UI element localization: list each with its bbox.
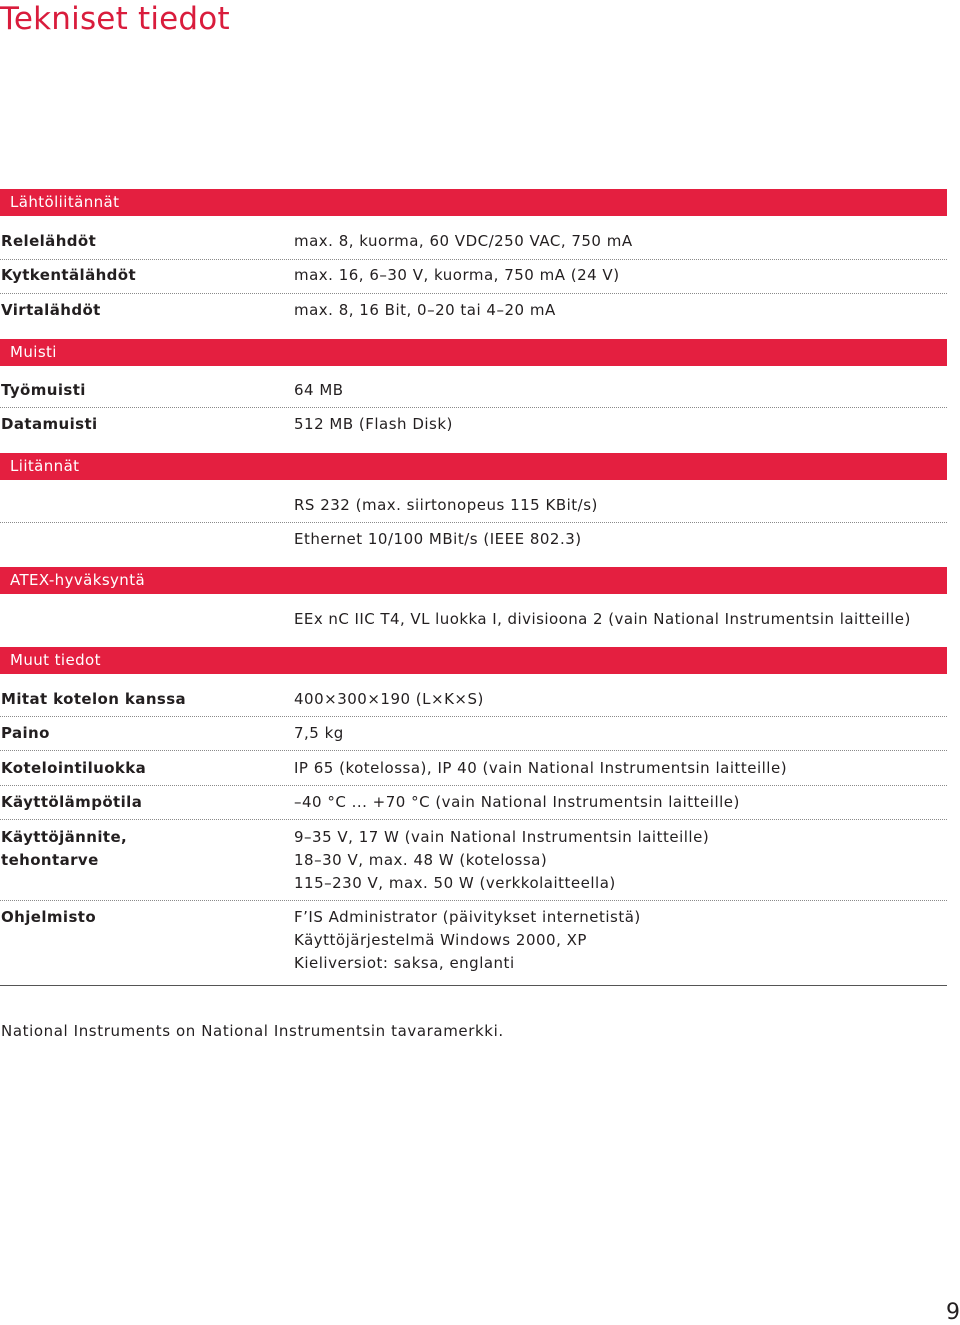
spec-value: F’IS Administrator (päivitykset internetistä) Käyttöjärjestelmä Windows 2000, XP Kieliversiot: saksa, englanti [294, 908, 641, 972]
spec-row [0, 230, 947, 260]
spec-label: Paino [1, 724, 50, 742]
spec-row [0, 528, 947, 556]
spec-label: Virtalähdöt [1, 301, 101, 319]
spec-label: Datamuisti [1, 415, 98, 433]
spec-row [0, 791, 947, 820]
spec-label: Kotelointiluokka [1, 759, 147, 777]
spec-row [0, 906, 947, 980]
spec-row [0, 264, 947, 294]
spec-label: Relelähdöt [1, 232, 97, 250]
spec-value: 9–35 V, 17 W (vain National Instrumentsin laitteille) 18–30 V, max. 48 W (kotelossa) 115–230 V, max. 50 W (verkkolaitteella) [294, 828, 710, 892]
page-title: Tekniset tiedot [0, 1, 230, 37]
spec-value: RS 232 (max. siirtonopeus 115 KBit/s) [294, 496, 598, 514]
spec-value: 64 MB [294, 381, 344, 399]
spec-label: Käyttölämpötila [1, 793, 143, 811]
spec-row [0, 608, 947, 636]
spec-label: Ohjelmisto [1, 908, 97, 926]
spec-value: –40 °C ... +70 °C (vain National Instrumentsin laitteille) [294, 793, 740, 811]
section-header-outputs: Lähtöliitännät [0, 189, 947, 216]
spec-row [0, 688, 947, 717]
divider [0, 985, 947, 986]
spec-row [0, 379, 947, 408]
page-number: 9 [946, 1300, 960, 1325]
spec-label: Mitat kotelon kanssa [1, 690, 187, 708]
section-header-interfaces: Liitännät [0, 453, 947, 480]
spec-value: IP 65 (kotelossa), IP 40 (vain National Instrumentsin laitteille) [294, 759, 788, 777]
spec-row [0, 494, 947, 523]
spec-label: Työmuisti [1, 381, 86, 399]
spec-label: Käyttöjännite, tehontarve [1, 828, 128, 869]
spec-value: 400×300×190 (L×K×S) [294, 690, 484, 708]
spec-row [0, 413, 947, 441]
spec-value: max. 8, kuorma, 60 VDC/250 VAC, 750 mA [294, 232, 633, 250]
spec-label: Kytkentälähdöt [1, 266, 137, 284]
spec-value: Ethernet 10/100 MBit/s (IEEE 802.3) [294, 530, 582, 548]
spec-row [0, 826, 947, 901]
section-header-other: Muut tiedot [0, 647, 947, 674]
spec-row [0, 757, 947, 786]
spec-row [0, 299, 947, 328]
spec-value: max. 8, 16 Bit, 0–20 tai 4–20 mA [294, 301, 556, 319]
section-header-atex: ATEX-hyväksyntä [0, 567, 947, 594]
footer-note: National Instruments on National Instrumentsin tavaramerkki. [1, 1022, 504, 1040]
spec-value: 512 MB (Flash Disk) [294, 415, 453, 433]
spec-row [0, 722, 947, 751]
spec-value: EEx nC IIC T4, VL luokka I, divisioona 2 (vain National Instrumentsin laitteille) [294, 610, 911, 628]
spec-value: max. 16, 6–30 V, kuorma, 750 mA (24 V) [294, 266, 620, 284]
spec-value: 7,5 kg [294, 724, 344, 742]
section-header-memory: Muisti [0, 339, 947, 366]
